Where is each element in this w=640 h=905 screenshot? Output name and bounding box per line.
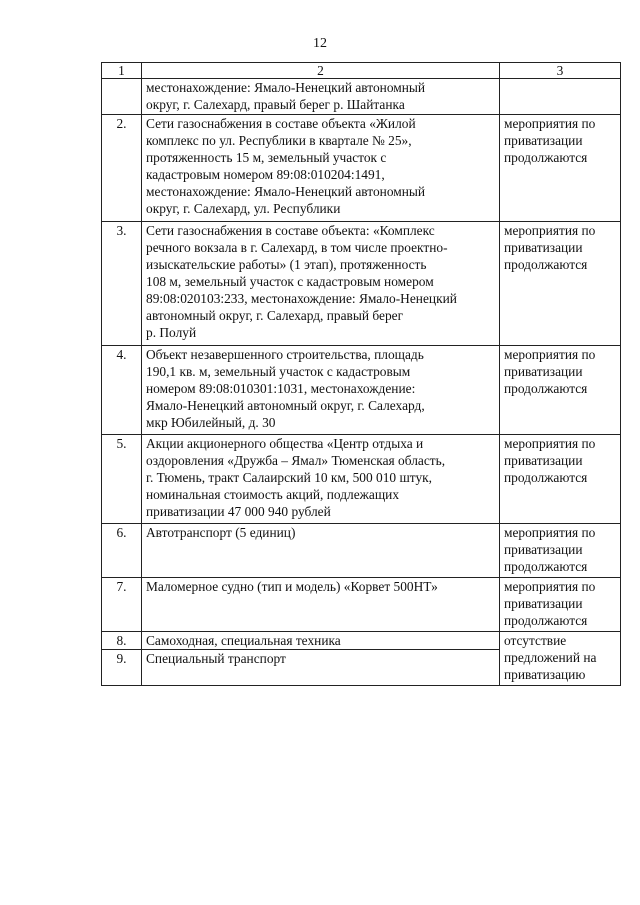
row-number: 7. bbox=[102, 578, 142, 632]
table-row bbox=[102, 115, 621, 222]
row-status: мероприятия по приватизации продолжаются bbox=[500, 115, 621, 222]
table-row bbox=[102, 578, 621, 632]
row-status: отсутствие предложений на приватизацию bbox=[500, 632, 621, 686]
row-number: 8. bbox=[102, 632, 142, 650]
row-number: 6. bbox=[102, 524, 142, 578]
row-status: мероприятия по приватизации продолжаются bbox=[500, 578, 621, 632]
row-status: мероприятия по приватизации продолжаются bbox=[500, 222, 621, 346]
row-status: мероприятия по приватизации продолжаются bbox=[500, 524, 621, 578]
row-number: 5. bbox=[102, 435, 142, 524]
table-row bbox=[102, 435, 621, 524]
row-description: Специальный транспорт bbox=[142, 650, 500, 686]
row-number: 4. bbox=[102, 346, 142, 435]
row-description: Сети газоснабжения в составе объекта: «Комплекс речного вокзала в г. Салехард, в том числе проектно- изыскательские работы» (1 этап), протяженность 108 м, земельный участок с кадастровым номером 89:08:020103:233, местонахождение: Ямало-Ненецкий автономный округ, г. Салехард, правый берег р. Полуй bbox=[142, 222, 500, 346]
header-col-2: 2 bbox=[142, 63, 500, 79]
page-number: 12 bbox=[313, 36, 327, 51]
table-header-row bbox=[102, 63, 621, 79]
row-description: Сети газоснабжения в составе объекта «Жилой комплекс по ул. Республики в квартале № 25», протяженность 15 м, земельный участок с кадастровым номером 89:08:010204:1491, местонахождение: Ямало-Ненецкий автономный округ, г. Салехард, ул. Республики bbox=[142, 115, 500, 222]
row-description: Автотранспорт (5 единиц) bbox=[142, 524, 500, 578]
table-row-continuation bbox=[102, 79, 621, 115]
row-description: Объект незавершенного строительства, площадь 190,1 кв. м, земельный участок с кадастровым номером 89:08:010301:1031, местонахождение: Ямало-Ненецкий автономный округ, г. Салехард, мкр Юбилейный, д. 30 bbox=[142, 346, 500, 435]
header-col-3: 3 bbox=[500, 63, 621, 79]
row-number: 2. bbox=[102, 115, 142, 222]
table-row bbox=[102, 222, 621, 346]
table-row bbox=[102, 346, 621, 435]
row-number: 3. bbox=[102, 222, 142, 346]
row-description: местонахождение: Ямало-Ненецкий автономный округ, г. Салехард, правый берег р. Шайтанка bbox=[142, 79, 500, 115]
row-number bbox=[102, 79, 142, 115]
table-row bbox=[102, 632, 621, 650]
row-status bbox=[500, 79, 621, 115]
privatization-table bbox=[101, 62, 621, 686]
row-status: мероприятия по приватизации продолжаются bbox=[500, 435, 621, 524]
header-col-1: 1 bbox=[102, 63, 142, 79]
row-description: Самоходная, специальная техника bbox=[142, 632, 500, 650]
table-row bbox=[102, 524, 621, 578]
row-status: мероприятия по приватизации продолжаются bbox=[500, 346, 621, 435]
row-number: 9. bbox=[102, 650, 142, 686]
row-description: Маломерное судно (тип и модель) «Корвет 500НТ» bbox=[142, 578, 500, 632]
row-description: Акции акционерного общества «Центр отдыха и оздоровления «Дружба – Ямал» Тюменская область, г. Тюмень, тракт Салаирский 10 км, 500 010 штук, номинальная стоимость акций, подлежащих приватизации 47 000 940 рублей bbox=[142, 435, 500, 524]
